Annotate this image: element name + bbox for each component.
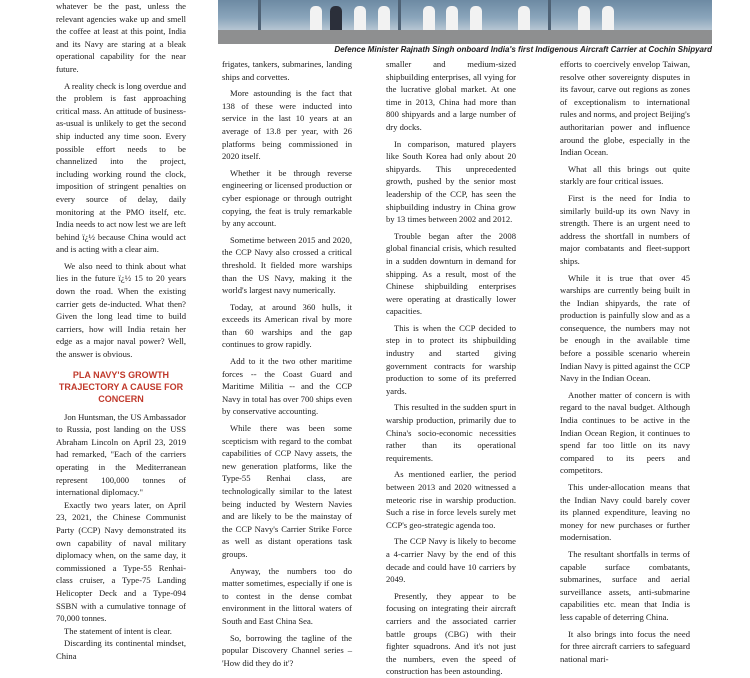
- photo-detail: [258, 0, 261, 30]
- paragraph: More astounding is the fact that 138 of these were inducted into service in the last 10 years at an average of 13.8 per year, with 26 platforms being commissioned in 2020 itself.: [222, 88, 352, 162]
- paragraph: Today, at around 360 hulls, it exceeds its American rival by more than 60 warships and the gap continues to grow rapidly.: [222, 301, 352, 350]
- photo-caption: Defence Minister Rajnath Singh onboard India's first Indigenous Aircraft Carrier at Cochin Shipyard: [334, 45, 712, 54]
- paragraph: Discarding its continental mindset, China: [56, 638, 186, 661]
- paragraph: So, borrowing the tagline of the popular Discovery Channel series – 'How did they do it'?: [222, 632, 352, 668]
- paragraph: The resultant shortfalls in terms of capable surface combatants, submarines, surface and aerial surveillance assets, anti-submarine capabilities etc. mean that India is less capable of deterring China.: [560, 548, 690, 622]
- paragraph: Sometime between 2015 and 2020, the CCP Navy also crossed a critical threshold. It fielded more warships than the US Navy, making it the world's largest navy numerically.: [222, 234, 352, 296]
- paragraph: The statement of intent is clear.: [64, 625, 172, 636]
- paragraph: Anyway, the numbers too do matter sometimes, especially if one is to contest in the dense combat environment in the littoral waters of South and East China Sea.: [222, 565, 352, 626]
- paragraph: Add to it the two other maritime forces -- the Coast Guard and Maritime Militia -- and the CCP Navy in total has over 700 ships even by conservative accounting.: [222, 356, 352, 417]
- paragraph: whatever be the past, unless the relevant agencies wake up and smell the coffee at least at this point, India and its Navy are staring at a bleak operational capability for the near future.: [56, 1, 186, 74]
- paragraph: smaller and medium-sized shipbuilding enterprises, all vying for the lucrative global market. At one time in 2013, China had more than 800 shipyards and a large number of dry docks.: [386, 59, 516, 132]
- paragraph: The CCP Navy is likely to become a 4-carrier Navy by the end of this decade and could have 10 carriers by 2049.: [386, 536, 516, 585]
- paragraph: Trouble began after the 2008 global financial crisis, which resulted in a sudden downturn in demand for shipping. As a result, most of the Chinese shipbuilding enterprises were operating at drastically lower capacities.: [386, 230, 516, 317]
- article-column-2: [222, 58, 352, 669]
- paragraph: While it is true that over 45 warships are currently being built in the Indian shipyards, the rate of production is painfully slow and as a consequence, the numbers may not be enough in the available time before a possible scenario wherein Indian Navy is pitted against the CCP Navy in the Indian Ocean.: [560, 272, 690, 384]
- photo-detail: [398, 0, 401, 30]
- paragraph: Whether it be through reverse engineering or licensed production or cyber espionage or through outright copying, the feat is truly remarkable by any account.: [222, 167, 352, 229]
- paragraph: This under-allocation means that the Indian Navy could barely cover its planned expenditure, leaving no money for new purchases or further modernisation.: [560, 482, 690, 543]
- paragraph: Exactly two years later, on April 23, 2021, the Chinese Communist Party (CCP) Navy demonstrated its own capability of naval military diplomacy when, on the same day, it commissioned a Type-55 Renhai-class cruiser, a Type-75 Landing Helicopter Deck and a Type-094 SSBN with a cumulative tonnage of 70,000 tonnes.: [56, 499, 186, 624]
- article-column-3: [386, 58, 516, 678]
- paragraph: What all this brings out quite starkly are four critical issues.: [560, 163, 690, 187]
- paragraph: efforts to coercively envelop Taiwan, resolve other sovereignty disputes in its favour, carve out regions as zones of exceptionalism to international rules and norms, and project Beijing's authoritarian power and influence around the globe, especially in the Indian Ocean.: [560, 59, 690, 158]
- article-column-4: [560, 58, 690, 665]
- section-heading: PLA NAVY'S GROWTH TRAJECTORY A CAUSE FOR CONCERN: [58, 369, 184, 404]
- paragraph: This is when the CCP decided to step in to protect its shipbuilding industry and started giving government contracts for warship production to some of its preferred yards.: [386, 322, 516, 396]
- paragraph: As mentioned earlier, the period between 2013 and 2020 witnessed a meteoric rise in warship production. Such a rise in force levels surely met CCP's geo-strategic agenda too.: [386, 469, 516, 530]
- article-column-1: [56, 0, 186, 663]
- photo-detail: [548, 0, 551, 30]
- paragraph: This resulted in the sudden spurt in warship production, primarily due to China's socio-economic necessities rather than its operational requirements.: [386, 402, 516, 463]
- paragraph: frigates, tankers, submarines, landing ships and corvettes.: [222, 59, 352, 82]
- paragraph: First is the need for India to similarly build-up its own Navy in strength. There is an urgent need to address the shortfall in numbers of major combatants and fleet-support ships.: [560, 192, 690, 266]
- paragraph: Jon Huntsman, the US Ambassador to Russia, post landing on the USS Abraham Lincoln on April 23, 2019 had remarked, "Each of the carriers operating in the Mediterranean represent 100,000 tonnes of international diplomacy.": [56, 411, 186, 498]
- paragraph: It also brings into focus the need for three aircraft carriers to safeguard national mari-: [560, 628, 690, 664]
- paragraph: While there was been some scepticism with regard to the combat capabilities of CCP Navy assets, the new generation platforms, like the Type-55 Renhai class, are technologically similar to the latest being inducted by Western Navies and are likely to be the mainstay of the CCP Navy's Carrier Strike Force as well as distant operations task groups.: [222, 423, 352, 559]
- paragraph: We also need to think about what lies in the future ï¿½ 15 to 20 years down the road. When the existing carrier gets de-inducted. What then? Given the long lead time to build carriers, how will India retain her edge as a major naval power? Well, the answer is obvious.: [56, 260, 186, 360]
- paragraph: In comparison, matured players like South Korea had only about 20 shipyards. This unprecedented growth, pushed by the senior most leadership of the CCP, has seen the shipbuilding industry in China grow by 13 times between 2002 and 2012.: [386, 138, 516, 225]
- paragraph: Presently, they appear to be focusing on integrating their aircraft carriers and the associated carrier battle groups (CBG) with their fighter squadrons. And it's not just the numbers, even the speed of construction has been astounding.: [386, 590, 516, 677]
- ship-deck-photo: [218, 0, 712, 44]
- paragraph: A reality check is long overdue and the problem is fast approaching critical mass. An attitude of business-as-usual is unlikely to get the second ship inducted any time soon. Every possible effort needs to be channelized into the project, including working round the clock, imposition of stringent penalties on every source of delay, daily monitoring at the PMO itself, etc. India needs to act now lest we are left behind ï¿½ because China would act and is acting with a clear aim.: [56, 80, 186, 255]
- photo-detail: [218, 30, 712, 44]
- paragraph: Another matter of concern is with regard to the naval budget. Although India continues to be active in the Indian Ocean Region, it continues to spend far too little on its navy compared to its peers and competitors.: [560, 389, 690, 476]
